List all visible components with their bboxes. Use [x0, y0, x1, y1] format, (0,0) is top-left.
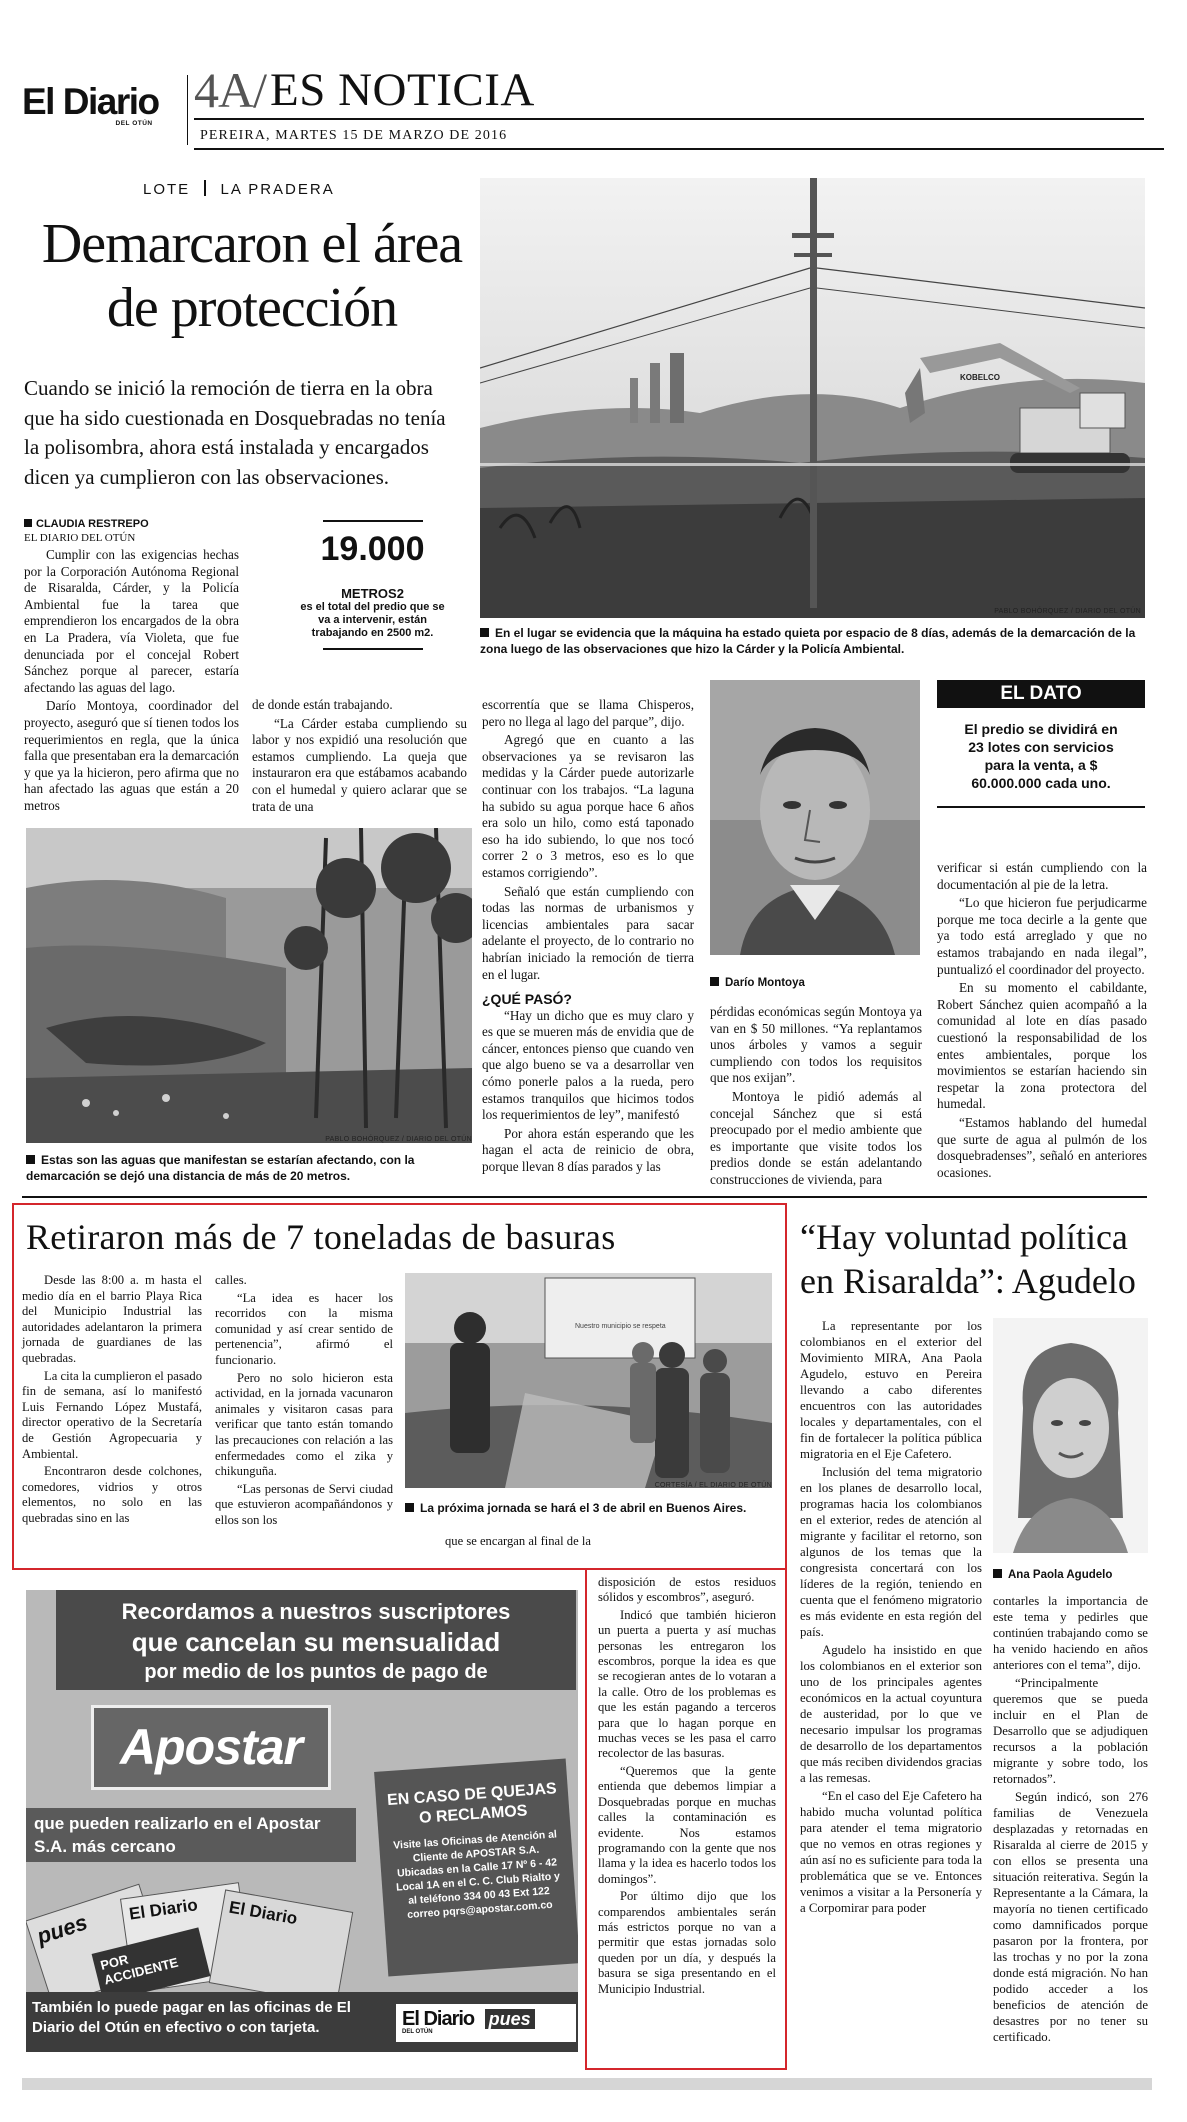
portrait-agudelo — [993, 1318, 1148, 1553]
basuras-col-2 — [215, 1273, 393, 1531]
kicker-right: LA PRADERA — [220, 181, 335, 198]
byline-org: EL DIARIO DEL OTÚN — [24, 532, 136, 544]
agudelo-col-1 — [800, 1318, 982, 1918]
portrait-montoya — [710, 680, 920, 955]
paragraph: Agudelo ha insistido en que los colombianos en el exterior son uno de los principales agentes económicos en la actual coyuntura de austeridad, por lo que ve necesario impulsar los programas de desarrollo de los departamentos que más reciben dividendos gracias a las remesas. — [800, 1643, 982, 1785]
construction-photo-image — [480, 178, 1145, 618]
paragraph: Desde las 8:00 a. m hasta el medio día en el barrio Playa Rica del Municipio Industrial las autoridades adelantaron la primera jornada de guardianes de las quebradas. — [22, 1273, 202, 1365]
square-icon — [480, 628, 489, 637]
wetland-photo-image — [26, 828, 472, 1143]
dateline: PEREIRA, MARTES 15 DE MARZO DE 2016 — [200, 128, 508, 143]
stat-box — [300, 520, 445, 650]
paragraph: Señaló que están cumpliendo con todas las normas de urbanismos y licencias ambientales para sacar adelante el proyecto, de lo contrario no habrían iniciado la remoción de tierra en el lugar. — [482, 883, 694, 982]
square-icon — [405, 1503, 414, 1512]
square-icon — [24, 519, 32, 527]
paragraph: Agregó que en cuanto a las observaciones ya se revisaron las medidas y la Cárder puede autorizarle continuar con los trabajos. “La laguna ha subido su agua porque hace 6 años era solo un hilo, como está taponado eso ha ido subiendo, lo que nos tocó correr 2 o 3 metros, eso es lo que estamos corrigiendo”. — [482, 732, 694, 880]
paragraph: contarles la importancia de este tema y pedirles que continúen trabajando como se ha venido haciendo en años anteriores con el tema”, dijo. — [993, 1594, 1148, 1672]
basuras-col-2b — [445, 1534, 623, 1552]
ad-footer: También lo puede pagar en las oficinas de El Diario del Otún en efectivo o con tarjeta. — [32, 1999, 351, 2036]
photo-credit: PABLO BOHÓRQUEZ / DIARIO DEL OTÚN — [325, 1136, 472, 1143]
paragraph: disposición de estos residuos sólidos y escombros”, aseguró. — [598, 1575, 776, 1605]
paragraph: “Estamos hablando del humedal que surte de agua al pulmón de los dosquebradenses”, señaló en anteriores ocasiones. — [937, 1114, 1147, 1180]
square-icon — [26, 1155, 35, 1164]
dato-text: El predio se dividirá en 23 lotes con servicios para la venta, a $ 60.000.000 cada uno. — [964, 721, 1118, 791]
lead-col-2 — [252, 697, 467, 817]
paragraph: de donde están trabajando. — [252, 697, 393, 712]
paragraph: Según indicó, son 276 familias de Venezuela desplazadas y retornadas en Risaralda al cierre de 2015 y con ellos se presenta una situación reiterativa. Según la Representante a la Cámara, la mayoría no tienen certificado como damnificados porque pasaron por la frontera, por las trochas y no por la zona donde está migración. No han podido acceder a los beneficios de atención de desastres por no tener su certificado. — [993, 1790, 1148, 2044]
newspaper-1: pues — [26, 1884, 167, 2007]
byline-name: CLAUDIA RESTREPO — [24, 517, 149, 531]
paragraph: Por último dijo que los comparendos ambientales serán más estrictos porque no van a permitir que estas jornadas solo queden por un día, y después la basura se siga presentando en el Municipio Industrial. — [598, 1889, 776, 1996]
newspaper-2: El Diario — [120, 1882, 252, 1993]
paragraph: En su momento el cabildante, Robert Sánchez quien acompañó a la comunidad al lote en días pasado cuestionó la responsabilidad de los entes ambientales, porque los movimientos se estarían haciendo sin respetar la zona protectora del humedal. — [937, 980, 1147, 1112]
kicker-left: LOTE — [143, 181, 191, 198]
jornada-photo-image — [405, 1273, 772, 1488]
page-number: 4A/ — [194, 62, 266, 118]
page-bottom-rule — [22, 2078, 1152, 2090]
photo-construction — [480, 178, 1145, 618]
masthead-logo — [22, 81, 159, 127]
agudelo-portrait-image — [993, 1318, 1148, 1553]
paragraph: Darío Montoya, coordinador del proyecto, aseguró que sí tienen todos los requerimientos en regla, que la única falla que presentaban era la demarcación y que ya la hicieron, pero afirma que no han afectado las aguas que están a 20 metros — [24, 698, 239, 813]
pues-logo: pues — [485, 2009, 535, 2029]
agudelo-headline: “Hay voluntad política en Risaralda”: Agudelo — [800, 1217, 1136, 1301]
basuras-col-1 — [22, 1273, 202, 1529]
section-title: ES NOTICIA — [270, 64, 535, 116]
paragraph: La cita la cumplieron el pasado fin de semana, así lo manifestó Luis Fernando López Mustafá, director operativo de la Secretaría de Gestión Agropecuaria y Ambiental. — [22, 1368, 202, 1461]
paragraph: “Las personas de Servi ciudad que estuvieron acompañándonos y ellos son los — [215, 1481, 393, 1527]
ad-line3: por medio de los puntos de pago de — [144, 1661, 488, 1683]
quejas-text: Visite las Oficinas de Atención al Cliente de APOSTAR S.A. Ubicadas en la Calle 17 Nº 6 - 42 Local 1A en el C. C. Club Rialto y al teléfono 334 00 43 Ext 122 correo pqrs@apostar.com.co — [392, 1828, 561, 1921]
logo-divider — [187, 75, 188, 145]
paragraph: “Hay un dicho que es muy claro y es que se mueren más de envidia que de cáncer, entonces pienso que cuando ven que algo bueno se va a desarrollar ven cómo ponerle palos a la rueda, pero estamos tranquilos que hicimos todos los requerimientos de ley”, manifestó — [482, 1007, 694, 1123]
portrait-caption: Darío Montoya — [710, 975, 920, 991]
masthead-rule-top — [194, 118, 1144, 120]
newspaper-4: POR ACCIDENTE — [92, 1927, 211, 2002]
excavator-label: KOBELCO — [960, 373, 1000, 382]
lead-headline: Demarcaron el área de protección — [41, 213, 463, 339]
paragraph: Inclusión del tema migratorio en los planes de desarrollo local, programas hacia los colombianos en el exterior, redes de atención al migrante y facilitar el retorno, son algunos de los temas que la congresista concertará con los líderes de la región, teniendo en cuenta que el fenómeno migratorio es más evidente en esta región del país. — [800, 1465, 982, 1639]
lead-col-4 — [710, 1004, 922, 1191]
quejas-box — [374, 1759, 578, 1977]
lead-col-5 — [937, 860, 1147, 1183]
photo-credit: CORTESÍA / EL DIARIO DE OTÚN — [654, 1482, 772, 1489]
subhead: ¿QUÉ PASÓ? — [482, 991, 572, 1008]
square-icon — [710, 977, 719, 986]
lead-col-3 — [482, 697, 694, 1178]
ad-realizar: que pueden realizarlo en el Apostar S.A. más cercano — [26, 1808, 356, 1862]
portrait-image — [710, 680, 920, 955]
masthead-rule-bottom — [194, 148, 1164, 150]
paragraph: que se encargan al final de la — [445, 1534, 591, 1548]
stat-number: 19.000 — [320, 530, 425, 568]
paragraph: La representante por los colombianos en el exterior del Movimiento MIRA, Ana Paola Agudelo, estuvo en Pereira llevando a cabo diferentes encuentros con las autoridades locales y departamentales, con el fin de fortalecer la política pública migratoria en el Eje Cafetero. — [800, 1319, 982, 1461]
photo-jornada — [405, 1273, 772, 1488]
section-divider — [22, 1196, 1147, 1198]
kicker-divider — [204, 180, 206, 196]
paragraph: “La idea es hacer los recorridos con la misma comunidad y así crear sentido de pertenencia”, afirmó el funcionario. — [215, 1290, 393, 1367]
paragraph: Indicó que también hicieron un puerta a puerta y así muchas personas les entregaron los escombros, porque la idea es que se recogieran antes de lo votaran a la calle. Otro de los problemas es que les están pagando a terceros para que lo hagan porque en muchas veces se les pasa el carro recolector de las basuras. — [598, 1607, 776, 1761]
basuras-col-3 — [598, 1575, 776, 1999]
paragraph: Montoya le pidió además al concejal Sánchez que si está preocupado por el medio ambiente que es importante que visite todos los predios donde se están adelantando construcciones de vivienda, para — [710, 1088, 922, 1187]
ad-line1: Recordamos a nuestros suscriptores — [121, 1599, 511, 1624]
photo-caption: Estas son las aguas que manifestan se estarían afectando, con la demarcación se dejó una distancia de más de 20 metros. — [26, 1153, 415, 1183]
ad-logos — [396, 2004, 576, 2042]
masthead — [22, 60, 1152, 155]
newspapers-stack — [33, 1880, 366, 1998]
byline — [24, 517, 149, 545]
eldiario-logo-sub: DEL OTÚN — [402, 2029, 433, 2035]
kicker — [143, 180, 335, 198]
apostar-logo: Apostar — [120, 1719, 302, 1775]
logo-main: El Diario — [22, 81, 159, 122]
sign-text: Nuestro municipio se respeta — [575, 1323, 666, 1330]
portrait-caption: Ana Paola Agudelo — [993, 1567, 1148, 1583]
dato-rule — [937, 806, 1145, 808]
quejas-title: EN CASO DE QUEJAS O RECLAMOS — [386, 1780, 558, 1827]
photo-caption: En el lugar se evidencia que la máquina ha estado quieta por espacio de 8 días, además de la demarcación de la zona luego de las observaciones que hizo la Cárder y la Policía Ambiental. — [480, 626, 1136, 656]
paragraph: “Queremos que la gente entienda que debemos limpiar a Dosquebradas porque en muchas calles la contaminación es evidente. Nos estamos programando con la gente que nos llama y la idea es hacerlo todos los domingos”. — [598, 1763, 776, 1886]
paragraph: verificar si están cumpliendo con la documentación al pie de la letra. — [937, 860, 1147, 892]
photo-wetland — [26, 828, 472, 1143]
dato-title: EL DATO — [937, 680, 1145, 708]
paragraph: calles. — [215, 1273, 247, 1287]
logo-sub: DEL OTÚN — [115, 120, 153, 127]
paragraph: “Principalmente queremos que se pueda incluir en el Plan de Desarrollo que se adjudiquen recursos a la población migrante y sobre todo, los retornados”. — [993, 1676, 1148, 1786]
paragraph: Por ahora están esperando que les hagan el acta de reinicio de obra, porque llevan 8 días parados y las — [482, 1125, 694, 1175]
paragraph: pérdidas económicas según Montoya ya van en $ 50 millones. “Ya replantamos unos árboles y vamos a seguir cumpliendo con todos los requisitos que nos exijan”. — [710, 1004, 922, 1086]
basuras-headline: Retiraron más de 7 toneladas de basuras — [26, 1217, 616, 1257]
dato-box — [937, 680, 1145, 808]
ad-headline — [56, 1598, 576, 1686]
stat-rule — [323, 520, 423, 522]
stat-rule — [323, 648, 423, 650]
newspaper-3: El Diario — [209, 1889, 354, 2005]
paragraph: “La Cárder estaba cumpliendo su labor y nos expidió una resolución que estamos cumpliendo. La queja que instauraron era que estábamos acabando con el humedal y quiero aclarar que se trata de una — [252, 715, 467, 814]
paragraph: Encontraron desde colchones, comedores, vidrios y otros elementos, no solo en las quebradas sino en las — [22, 1464, 202, 1525]
photo-caption: La próxima jornada se hará el 3 de abril en Buenos Aires. — [405, 1500, 772, 1516]
ad-line2: que cancelan su mensualidad — [131, 1627, 501, 1657]
eldiario-logo: El Diario — [402, 2008, 475, 2030]
lead-col-1 — [24, 547, 239, 817]
paragraph: “Lo que hicieron fue perjudicarme porque me toca decirle a la gente que ya todo está arreglado y que no estamos trabajando en nada ilegal”, puntualizó el coordinador del proyecto. — [937, 895, 1147, 977]
paragraph: escorrentía que se llama Chisperos, pero no llega al lago del parque”, dijo. — [482, 697, 694, 729]
stat-text: es el total del predio que se va a intervenir, están trabajando en 2500 m2. — [300, 601, 445, 639]
advertisement — [26, 1590, 578, 2052]
square-icon — [993, 1569, 1002, 1578]
agudelo-col-2 — [993, 1593, 1148, 2047]
stat-unit: METROS2 — [341, 586, 404, 601]
paragraph: Cumplir con las exigencias hechas por la Corporación Autónoma Regional de Risaralda, Cárder, y la Policía Ambiental fue la tarea que emprendieron los encargados de la obra en La Pradera, vía Violeta, que fue denunciada por el concejal Robert Sánchez porque al parecer, estaría afectando las aguas del lago. — [24, 547, 239, 695]
paragraph: “En el caso del Eje Cafetero ha habido mucha voluntad política para atender el tema migratorio que no vemos en otras regiones y aún así no es suficiente para toda la problemática que se ve. Entonces venimos a visitar a la Personería y a Corpomirar para poder — [800, 1789, 982, 1915]
photo-credit: PABLO BOHÓRQUEZ / DIARIO DEL OTÚN — [994, 608, 1141, 615]
lead-deck: Cuando se inició la remoción de tierra en la obra que ha sido cuestionada en Dosquebradas no tenía la polisombra, ahora está instalada y encargados dicen ya cumplieron con las observaciones. — [24, 376, 446, 489]
paragraph: Pero no solo hicieron esta actividad, en la jornada vacunaron animales y visitaron casas para verificar que tanto están tomando las precauciones con relación a las enfermedades como el zika y chikunguña. — [215, 1370, 393, 1479]
